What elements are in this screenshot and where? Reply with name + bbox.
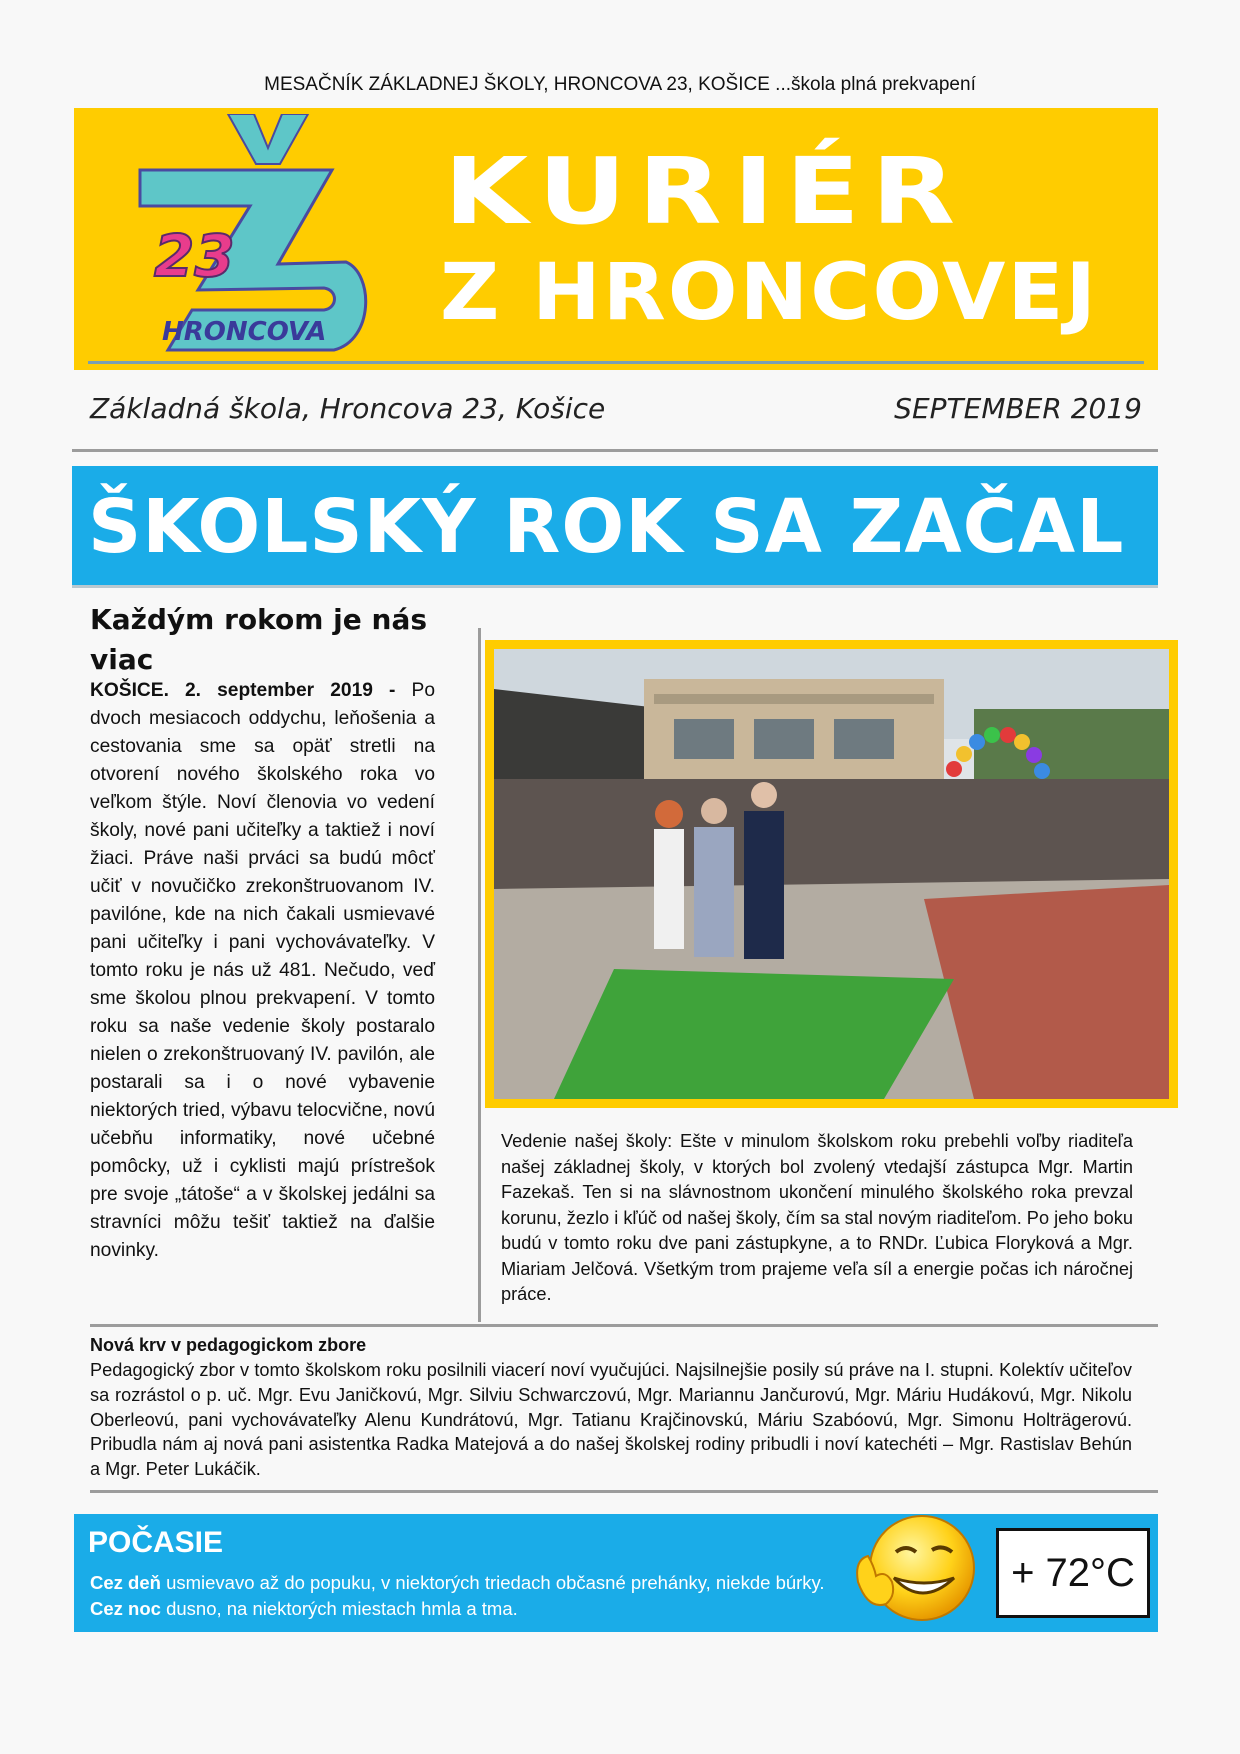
column-separator [478, 628, 481, 1322]
issue-date: SEPTEMBER 2019 [894, 392, 1142, 425]
article-heading: Každým rokom je nás viac [90, 603, 428, 676]
school-name: Základná škola, Hroncova 23, Košice [90, 392, 606, 425]
newsletter-title-line2: Z HRONCOVEJ [440, 248, 1099, 338]
article-body [90, 677, 435, 1265]
photo-frame [485, 640, 1178, 1108]
staff-section-title: Nová krv v pedagogickom zbore [90, 1335, 367, 1355]
masthead-rule [88, 361, 1144, 364]
subheader [90, 392, 1142, 425]
staff-section-body: Pedagogický zbor v tomto školskom roku posilnili viacerí noví vyučujúci. Najsilnejšie posily sú práve na I. stupni. Kolektív učiteľov sa rozrástol o p. uč. Mgr. Evu Janičkovú, Mgr. Silviu Schwarczovú, Mgr. Mariannu Jančurovú, Mgr. Máriu Hudákovú, Mgr. Nikolu Oberleovú, pani vychovávateľky Alenu Kundrátovú, Mgr. Tatianu Krajčinovskú, Máriu Szabóovú, Mgr. Simonu Holträgerovú. Pribudla nám aj nová pani asistentka Radka Matejová a do našej školskej rodiny pribudli i noví katechéti – Mgr. Rastislav Behún a Mgr. Peter Lukáčik. [90, 1360, 1132, 1480]
school-leadership-photo [494, 649, 1169, 1099]
main-headline: ŠKOLSKÝ ROK SA ZAČAL [88, 484, 1125, 570]
headline-banner [72, 466, 1158, 588]
photo-caption: Vedenie našej školy: Ešte v minulom školskom roku prebehli voľby riaditeľa našej základnej školy, v ktorých bol zvolený vtedajší zástupca Mgr. Martin Fazekaš. Ten si na slávnostnom ukončení minulého školského roka prevzal korunu, žezlo i kľúč od našej školy, čím sa stal novým riaditeľom. Po jeho boku budú v tomto roku dve pani zástupkyne, a to RNDr. Ľubica Floryková a Mgr. Miariam Jelčová. Všetkým trom prajeme veľa síl a energie počas ich náročnej práce. [501, 1131, 1133, 1304]
school-logo-icon [128, 114, 384, 360]
weather-box [74, 1514, 1158, 1632]
svg-text:23: 23 [154, 222, 235, 290]
winking-smiley-icon [850, 1506, 982, 1628]
masthead [74, 108, 1158, 370]
article-dateline: KOŠICE. 2. september 2019 - [90, 680, 396, 701]
newsletter-title-line1: KURIÉR [444, 138, 967, 245]
weather-night: Cez noc dusno, na niektorých miestach hmla a tma. [90, 1598, 518, 1619]
divider [90, 1324, 1158, 1327]
svg-text:HRONCOVA: HRONCOVA [162, 317, 327, 347]
weather-title: POČASIE [88, 1526, 224, 1559]
temperature-readout: + 72°C [996, 1528, 1150, 1618]
newsletter-tagline: MESAČNÍK ZÁKLADNEJ ŠKOLY, HRONCOVA 23, KOŠICE ...škola plná prekvapení [264, 74, 976, 95]
divider [90, 1490, 1158, 1493]
weather-day: Cez deň usmievavo až do popuku, v niektorých triedach občasné prehánky, niekde búrky. [90, 1572, 825, 1593]
divider [72, 449, 1158, 452]
article-text: Po dvoch mesiacoch oddychu, leňošenia a cestovania sme sa opäť stretli na otvorení nového školského roka vo veľkom štýle. Noví členovia vo vedení školy, nové pani učiteľky a taktiež i noví žiaci. Práve naši prváci sa budú môcť učiť v novučičko zrekonštruovanom IV. pavilóne, kde na nich čakali usmievavé pani učiteľky i pani vychovávateľky. V tomto roku je nás už 481. Nečudo, veď sme školou plnou prekvapení. V tomto roku sa naše vedenie školy postaralo nielen o zrekonštruovaný IV. pavilón, ale postarali sa i o nové vybavenie niektorých tried, výbavu telocvične, novú učebňu informatiky, nové učebné pomôcky, už i cyklisti majú prístrešok pre svoje „tátoše“ a v školskej jedálni sa stravníci môžu tešiť taktiež na ďalšie novinky. [90, 680, 435, 1261]
